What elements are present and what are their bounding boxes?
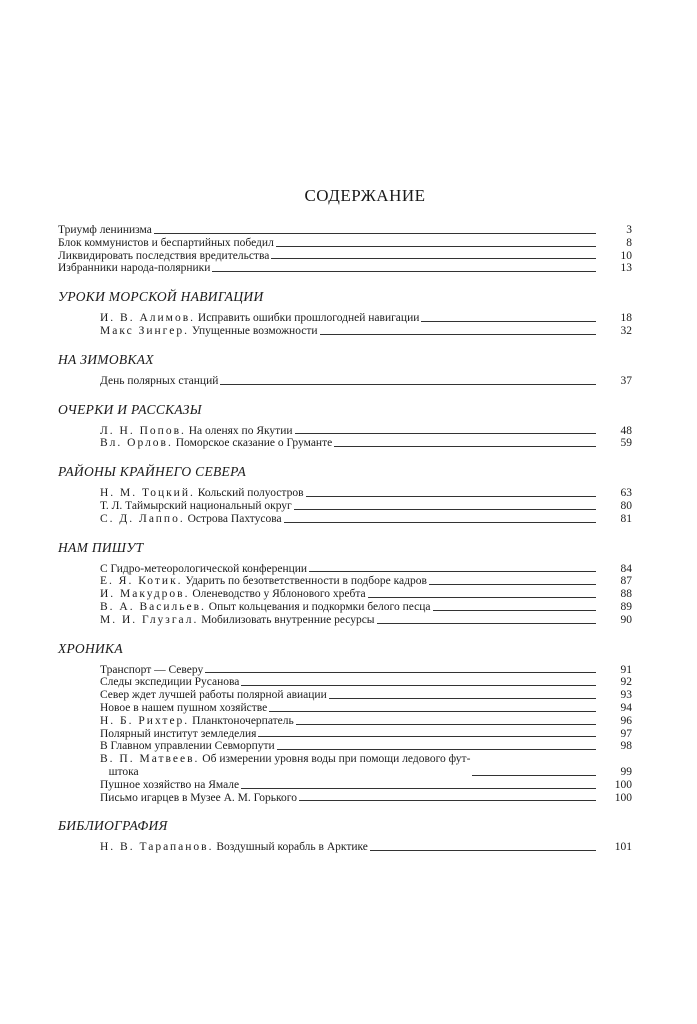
leader-line	[277, 749, 596, 750]
page-number: 90	[620, 613, 632, 626]
toc-section	[58, 641, 632, 805]
entry-title	[100, 614, 375, 627]
toc-entry[interactable]	[58, 325, 632, 338]
leader-line	[296, 724, 596, 725]
entry-title	[100, 792, 297, 805]
page-number: 94	[620, 701, 632, 714]
entry-author: Н. Б. Рихтер.	[100, 714, 190, 727]
toc-section	[58, 352, 632, 388]
page-number: 100	[614, 791, 632, 804]
entry-author: Н. В. Тарапанов.	[100, 841, 214, 854]
entry-author: В. П. Матвеев.	[100, 753, 200, 766]
entry-text: Ликвидировать последствия вредительства	[58, 249, 270, 262]
entry-text: Следы экспедиции Русанова	[100, 676, 240, 689]
entry-author: Е. Я. Котик.	[100, 575, 183, 588]
entry-text: Кольский полуостров	[197, 487, 304, 500]
toc-entry[interactable]	[58, 575, 632, 588]
toc-section	[58, 402, 632, 451]
entry-text: С Гидро-метеорологической конференции	[100, 562, 308, 575]
toc-entry[interactable]	[58, 262, 632, 275]
toc-entry[interactable]	[58, 312, 632, 325]
page-number: 10	[620, 249, 632, 262]
leader-line	[205, 672, 596, 673]
entry-text: Планктоночерпатель	[192, 714, 294, 727]
leader-line	[429, 584, 596, 585]
leader-line	[421, 321, 596, 322]
leader-line	[309, 571, 596, 572]
entry-text: Упущенные возможности	[191, 324, 318, 337]
leader-line	[154, 233, 596, 234]
entry-text: На оленях по Якутии	[188, 424, 293, 437]
page-number: 88	[620, 588, 632, 601]
entry-text: Письмо игарцев в Музее А. М. Горького	[100, 791, 297, 804]
page-number: 80	[620, 499, 632, 512]
entry-text: Т. Л. Таймырский национальный округ	[100, 499, 292, 512]
toc-entry[interactable]	[58, 237, 632, 250]
leader-line	[368, 597, 596, 598]
page-number: 98	[620, 740, 632, 753]
leader-line	[241, 685, 596, 686]
entry-author: В. А. Васильев.	[100, 600, 206, 613]
entry-title	[100, 715, 294, 728]
leader-line	[377, 623, 596, 624]
page-number: 37	[620, 374, 632, 387]
entry-text: Мобилизовать внутренние ресурсы	[201, 613, 375, 626]
toc-entry[interactable]	[58, 841, 632, 854]
page-number: 48	[620, 424, 632, 437]
toc-entry[interactable]	[58, 375, 632, 388]
toc-entry[interactable]	[58, 728, 632, 741]
entry-title	[100, 375, 218, 388]
entry-title	[100, 740, 275, 753]
entry-text: Оленеводство у Яблонового хребта	[192, 588, 366, 601]
entry-text: Опыт кольцевания и подкормки белого песца	[208, 600, 431, 613]
entry-text: Транспорт — Северу	[100, 663, 204, 676]
entry-title	[100, 702, 267, 715]
leader-line	[329, 698, 596, 699]
page-number: 13	[620, 262, 632, 275]
section-heading: РАЙОНЫ КРАЙНЕГО СЕВЕРА	[58, 464, 246, 480]
entry-text: Новое в нашем пушном хозяйстве	[100, 701, 268, 714]
entry-title	[100, 689, 327, 702]
page-number: 93	[620, 689, 632, 702]
entry-title	[100, 601, 431, 614]
page-number: 59	[620, 437, 632, 450]
leader-line	[295, 433, 596, 434]
entry-text: В Главном управлении Севморпути	[100, 740, 275, 753]
leader-line	[294, 509, 596, 510]
toc-section	[58, 289, 632, 338]
toc-entry[interactable]	[58, 614, 632, 627]
entry-title	[100, 425, 293, 438]
section-heading: БИБЛИОГРАФИЯ	[58, 818, 168, 834]
toc-section	[58, 818, 632, 854]
leader-line	[276, 246, 596, 247]
entry-author: И. Макудров.	[100, 588, 190, 601]
table-of-contents	[58, 186, 632, 854]
entry-text: Избранники народа-полярники	[58, 262, 211, 275]
page-number: 100	[614, 778, 632, 791]
leader-line	[306, 496, 597, 497]
entry-author: Л. Н. Попов.	[100, 424, 186, 437]
toc-entry[interactable]	[58, 563, 632, 576]
leader-line	[258, 736, 596, 737]
page-number: 91	[620, 663, 632, 676]
toc-entry[interactable]	[58, 753, 632, 779]
entry-title	[100, 563, 307, 576]
toc-section	[58, 540, 632, 627]
leader-line	[299, 800, 596, 801]
page-number: 32	[620, 324, 632, 337]
entry-author: Макс Зингер.	[100, 324, 189, 337]
toc-entry[interactable]	[58, 740, 632, 753]
leader-line	[320, 334, 596, 335]
leader-line	[370, 850, 596, 851]
section-heading: НА ЗИМОВКАХ	[58, 351, 154, 367]
entry-title	[100, 676, 239, 689]
page-number: 89	[620, 600, 632, 613]
toc-entry[interactable]	[58, 792, 632, 805]
toc-entry[interactable]	[58, 224, 632, 237]
toc-entry[interactable]	[58, 702, 632, 715]
leader-line	[472, 775, 596, 776]
entry-author: С. Д. Лаппо.	[100, 512, 185, 525]
page-number: 96	[620, 714, 632, 727]
entry-title	[100, 487, 304, 500]
entry-author: М. И. Глузгал.	[100, 613, 199, 626]
entry-title	[100, 312, 419, 325]
entry-title	[58, 237, 274, 250]
entry-text: Блок коммунистов и беспартийных победил	[58, 236, 274, 249]
entry-title	[100, 575, 427, 588]
entry-title	[100, 841, 368, 854]
toc-entry[interactable]	[58, 250, 632, 263]
sections	[58, 289, 632, 854]
toc-entry[interactable]	[58, 513, 632, 526]
leader-line	[284, 522, 596, 523]
intro-entries	[58, 224, 632, 275]
entry-title	[100, 513, 282, 526]
page-number: 3	[626, 224, 632, 236]
entry-text: Полярный институт земледелия	[100, 727, 257, 740]
page-number: 97	[620, 727, 632, 740]
entry-text: Об измерении уровня воды при помощи ледового фут- штока	[108, 753, 471, 778]
leader-line	[433, 610, 597, 611]
page-number: 87	[620, 575, 632, 588]
entry-title	[58, 250, 269, 263]
entry-title	[100, 325, 318, 338]
section-heading: УРОКИ МОРСКОЙ НАВИГАЦИИ	[58, 289, 264, 305]
page-number: 92	[620, 676, 632, 689]
entry-title	[100, 753, 470, 779]
toc-entry[interactable]	[58, 500, 632, 513]
leader-line	[271, 258, 596, 259]
toc-entry[interactable]	[58, 601, 632, 614]
entry-text: Исправить ошибки прошлогодней навигации	[197, 312, 420, 325]
toc-entry[interactable]	[58, 487, 632, 500]
page-number: 8	[626, 236, 632, 249]
entry-text: Острова Пахтусова	[187, 512, 282, 525]
entry-text: Воздушный корабль в Арктике	[216, 841, 368, 854]
toc-entry[interactable]	[58, 676, 632, 689]
entry-author: Вл. Орлов.	[100, 437, 173, 450]
entry-title	[100, 664, 203, 677]
page-number: 101	[614, 841, 632, 854]
entry-title	[100, 437, 332, 450]
page-title: СОДЕРЖАНИЕ	[304, 186, 426, 205]
entry-text: Север ждет лучшей работы полярной авиации	[100, 689, 327, 702]
entry-author: Н. М. Тоцкий.	[100, 487, 195, 500]
toc-entry[interactable]	[58, 664, 632, 677]
entry-title	[100, 779, 239, 792]
page-number: 84	[620, 562, 632, 575]
entry-text: День полярных станций	[100, 374, 219, 387]
toc-entry[interactable]	[58, 588, 632, 601]
entry-title	[58, 224, 152, 237]
section-heading: ОЧЕРКИ И РАССКАЗЫ	[58, 401, 202, 417]
leader-line	[241, 788, 596, 789]
leader-line	[220, 384, 596, 385]
page-number: 99	[620, 765, 632, 778]
entry-text: Триумф ленинизма	[58, 224, 152, 236]
leader-line	[269, 711, 596, 712]
toc-entry[interactable]	[58, 437, 632, 450]
page-number: 18	[620, 312, 632, 325]
entry-title	[100, 728, 256, 741]
toc-entry[interactable]	[58, 689, 632, 702]
entry-text: Ударить по безответственности в подборе кадров	[185, 575, 427, 588]
entry-author: И. В. Алимов.	[100, 312, 196, 325]
entry-text: Пушное хозяйство на Ямале	[100, 778, 240, 791]
entry-title	[100, 500, 292, 513]
toc-section	[58, 464, 632, 525]
entry-title	[100, 588, 366, 601]
entry-title	[58, 262, 210, 275]
leader-line	[212, 271, 596, 272]
toc-entry[interactable]	[58, 779, 632, 792]
leader-line	[334, 446, 596, 447]
page-number: 63	[620, 487, 632, 500]
entry-text: Поморское сказание о Груманте	[175, 437, 333, 450]
page-number: 81	[620, 512, 632, 525]
toc-entry[interactable]	[58, 715, 632, 728]
toc-entry[interactable]	[58, 425, 632, 438]
section-heading: НАМ ПИШУТ	[58, 539, 144, 555]
section-heading: ХРОНИКА	[58, 640, 123, 656]
